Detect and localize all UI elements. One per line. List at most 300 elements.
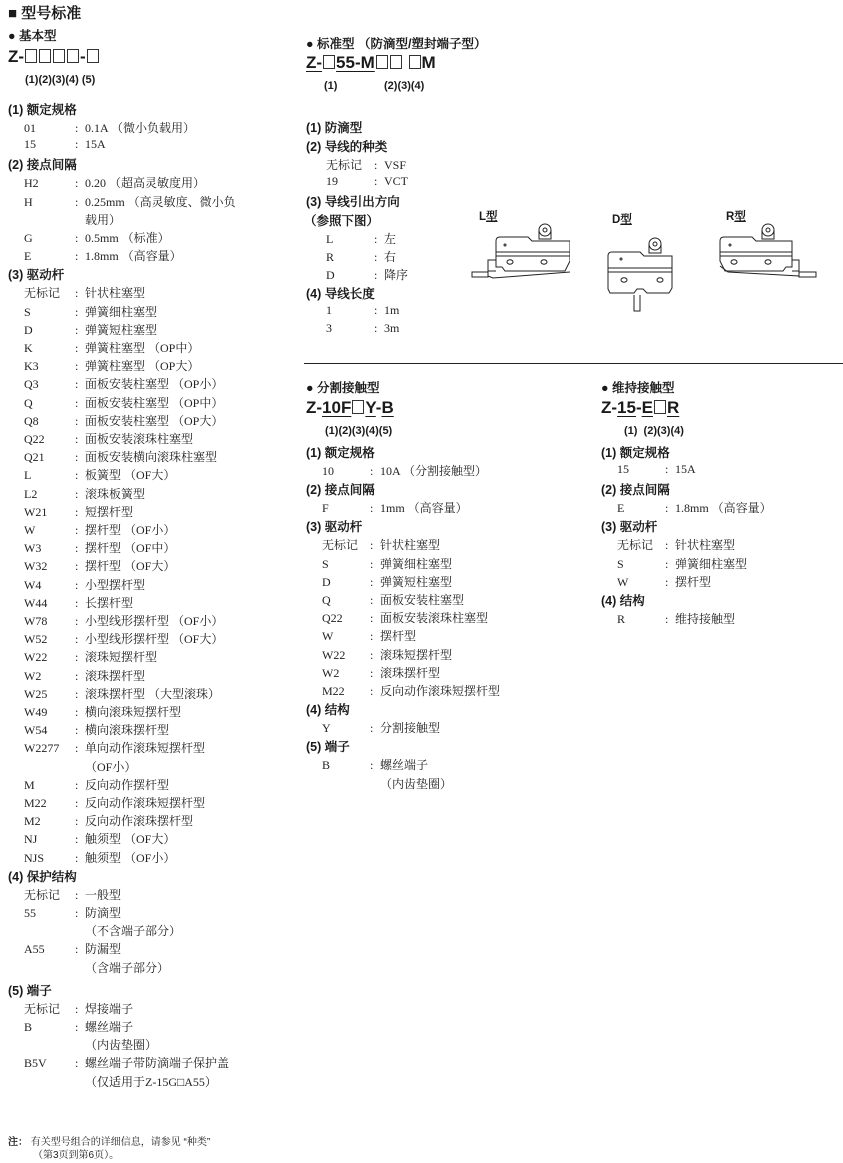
spec-description: 10A （分割接触型） [380,464,488,478]
placeholder-box-3 [352,400,364,414]
spec-description: 小型线形摆杆型 （OF小） [85,614,224,628]
spec-description: VCT [384,174,408,188]
colon-separator: : [75,523,79,537]
spec-code: W32 [24,559,48,574]
spec-description: 防滴型 [85,906,122,920]
standard-parts-2: (2)(3)(4) [384,80,425,92]
spec-code: W49 [24,705,48,719]
spec-code: W21 [24,504,48,519]
spec-code: 55 [24,906,36,920]
spec-code: G [24,231,33,245]
spec-code: K3 [24,359,39,374]
spec-description: 滚珠短摆杆型 [380,647,453,662]
spec-description: 防漏型 [85,942,122,957]
spec-description: 弹簧细柱塞型 [675,556,748,571]
figure-label-r: R型 [726,211,746,223]
spec-description: 15A [85,137,106,152]
spec-description: 针状柱塞型 [380,538,441,553]
spec-code: Y [322,721,331,736]
split-heading: ● 分割接触型 [306,381,380,395]
spec-description: 面板安装滚珠柱塞型 [85,432,194,446]
colon-separator: : [75,705,79,719]
spec-description: 单向动作滚珠短摆杆型 [85,741,206,756]
colon-separator: : [75,741,79,756]
spec-code: M22 [24,796,47,810]
spec-code: 01 [24,121,36,135]
spec-row [326,156,406,173]
spec-row [24,229,170,246]
spec-row [24,739,205,756]
spec-description-continued: （OF小） [85,759,137,774]
colon-separator: : [665,556,669,571]
spec-row [24,794,205,811]
colon-separator: : [75,814,79,829]
colon-separator: : [75,796,79,810]
spec-row [326,303,399,318]
colon-separator: : [370,556,374,571]
switch-l-type-icon [470,222,570,288]
spec-description: 焊接端子 [85,1001,134,1016]
spec-code: M2 [24,814,41,829]
spec-code: R [617,612,626,626]
spec-code: Q21 [24,450,45,465]
section-title: (5) 端子 [306,740,350,755]
colon-separator: : [374,174,378,188]
section-title: (3) 驱动杆 [601,520,658,535]
spec-description: 小型摆杆型 [85,577,146,592]
colon-separator: : [75,832,79,847]
spec-description: 小型线形摆杆型 （OF大） [85,632,224,647]
spec-description: 针状柱塞型 [85,286,146,301]
model-part-4: Y [365,398,376,417]
colon-separator: : [370,464,374,478]
spec-description: 右 [384,250,397,264]
colon-separator: : [75,231,79,245]
spec-description: 针状柱塞型 [675,538,736,553]
spec-description: 面板安装横向滚珠柱塞型 [85,450,218,465]
spec-code: B [24,1020,33,1034]
colon-separator: : [75,632,79,647]
spec-code: H2 [24,176,39,191]
colon-separator: : [75,450,79,465]
maintained-parts-label: (1) (2)(3)(4) [624,425,684,437]
placeholder-box-1 [25,49,37,63]
colon-separator: : [665,538,669,553]
spec-code: W2 [24,668,42,683]
spec-row [24,137,106,152]
colon-separator: : [75,504,79,519]
colon-separator: : [75,559,79,574]
colon-separator: : [370,611,374,626]
switch-d-type-icon [604,228,676,314]
placeholder-box-4 [409,55,421,69]
spec-description: 触须型 （OF大） [85,832,176,847]
spec-row [24,776,169,793]
colon-separator: : [75,650,79,665]
colon-separator: : [75,1001,79,1016]
placeholder-box-3 [53,49,65,63]
spec-description: 滚珠摆杆型 [380,665,441,680]
colon-separator: : [665,574,669,589]
spec-row [617,462,696,477]
figure-label-d: D型 [612,214,632,226]
placeholder-box-3 [390,55,402,69]
colon-separator: : [75,395,79,410]
spec-description: 螺丝端子带防滴端子保护盖 [85,1056,230,1071]
spec-row [24,1054,229,1071]
colon-separator: : [75,249,79,264]
spec-code: D [326,268,335,282]
maintained-heading: ● 维持接触型 [601,381,675,395]
colon-separator: : [374,303,378,317]
colon-separator: : [370,665,374,680]
basic-heading: ● 基本型 [8,29,57,43]
spec-description: 弹簧细柱塞型 [380,556,453,571]
spec-row [24,357,199,374]
spec-row [24,303,157,320]
placeholder-box-5 [87,49,99,63]
spec-description: 一般型 [85,887,122,902]
spec-row [322,573,452,590]
spec-description: 反向动作滚珠短摆杆型 [85,796,206,810]
spec-description: 降序 [384,268,409,282]
split-model-code [306,398,394,418]
colon-separator: : [75,432,79,446]
section-title: (4) 保护结构 [8,869,77,884]
spec-description: 滚珠板簧型 [85,486,146,501]
spec-row [24,812,193,829]
spec-code: D [322,574,331,589]
section-title: (2) 接点间隔 [601,483,670,498]
spec-description: 面板安装柱塞型 [380,593,465,607]
spec-row [24,375,223,392]
spec-code: 无标记 [326,158,363,172]
section-title: (3) 导线引出方向 [306,195,400,209]
model-part-2: E [641,398,653,417]
model-prefix: Z- [306,53,323,72]
spec-row [326,230,396,247]
spec-row [24,394,223,411]
spec-description-continued: （仅适用于Z-15G□A55） [85,1074,217,1089]
colon-separator: : [370,684,374,698]
colon-separator: : [75,304,79,319]
section-title: (2) 接点间隔 [306,483,375,498]
spec-code: Q22 [24,432,45,446]
colon-separator: : [374,158,378,172]
spec-description-continued: （不含端子部分） [85,924,182,939]
model-prefix: Z- [601,398,618,417]
spec-row [24,886,121,903]
switch-r-type-icon [718,222,818,288]
colon-separator: : [75,906,79,920]
spec-code: S [617,556,624,571]
spec-code: W4 [24,577,42,592]
section-title: (2) 导线的种类 [306,140,388,154]
colon-separator: : [374,250,378,264]
spec-row [24,539,175,556]
colon-separator: : [75,777,79,792]
spec-code: Q3 [24,377,39,392]
spec-row [322,555,452,572]
model-mid: 55-M [336,53,375,72]
section-title: (4) 结构 [601,594,645,608]
spec-description: 0.20 （超高灵敏度用） [85,176,206,191]
spec-description: 反向动作摆杆型 [85,777,170,792]
placeholder-box-2 [39,49,51,63]
spec-code: S [24,304,31,319]
section-title: (3) 驱动杆 [306,520,363,535]
colon-separator: : [75,413,79,428]
spec-code: W78 [24,614,48,628]
spec-description: 面板安装柱塞型 （OP大） [85,413,224,428]
model-part-4: R [666,398,680,417]
spec-row [24,503,133,520]
colon-separator: : [374,232,378,246]
spec-row [24,940,121,957]
note-line-1: 有关型号组合的详细信息，请参见 “种类” [30,1137,211,1148]
spec-row [617,499,772,516]
colon-separator: : [75,595,79,610]
spec-code: B [322,758,331,773]
spec-description: 长摆杆型 [85,595,134,610]
colon-separator: : [75,359,79,374]
spec-code: 无标记 [617,538,654,553]
spec-code: E [24,249,32,264]
spec-row [24,557,175,574]
spec-description: 板簧型 （OF大） [85,468,176,483]
spec-row [322,646,452,663]
spec-description: 弹簧细柱塞型 [85,304,158,319]
colon-separator: : [370,647,374,662]
spec-description-continued: （含端子部分） [85,960,170,975]
spec-description: 1.8mm （高容量） [675,501,772,516]
spec-row [24,594,133,611]
spec-row [326,266,408,283]
spec-code: W22 [24,650,48,665]
spec-row [24,830,175,847]
spec-description: 3m [384,321,400,335]
spec-description: 弹簧柱塞型 （OP大） [85,359,200,374]
colon-separator: : [75,322,79,337]
spec-row [24,612,223,629]
colon-separator: : [370,758,374,773]
spec-description: 面板安装柱塞型 （OP小） [85,377,224,392]
figure-label-l: L型 [479,211,498,223]
spec-code: 1 [326,303,332,317]
spec-code: NJ [24,832,38,847]
standard-heading: ● 标准型 （防滴型/塑封端子型） [306,37,487,51]
spec-description-continued: （内齿垫圈） [85,1038,158,1053]
section-title: (5) 端子 [8,983,52,998]
colon-separator: : [370,538,374,553]
spec-code: W2277 [24,741,60,756]
spec-description-continued: 载用） [85,212,122,227]
basic-model-code [8,47,100,67]
spec-row [24,648,157,665]
model-prefix: Z- [306,398,323,417]
spec-row [24,667,145,684]
colon-separator: : [370,574,374,589]
spec-row [322,756,428,773]
colon-separator: : [374,268,378,282]
spec-description: 短摆杆型 [85,504,134,519]
spec-description: 滚珠摆杆型 （大型滚珠） [85,686,221,701]
spec-description: 横向滚珠短摆杆型 [85,705,182,719]
spec-description: 弹簧短柱塞型 [380,574,453,589]
section-title: (1) 额定规格 [306,446,375,460]
spec-code: D [24,322,33,337]
spec-description: VSF [384,158,407,172]
model-part-2: F [340,398,352,417]
spec-code: W22 [322,647,346,662]
spec-code: W2 [322,665,340,680]
colon-separator: : [75,468,79,483]
spec-description: 0.1A （微小负载用） [85,121,196,135]
spec-description: 螺丝端子 [380,758,429,773]
section-title: (3) 驱动杆 [8,268,65,283]
spec-row [326,248,396,265]
spec-code: W25 [24,686,48,701]
spec-description: 面板安装滚珠柱塞型 [380,611,489,626]
spec-row [24,685,220,702]
colon-separator: : [374,321,378,335]
spec-code: F [322,501,329,516]
colon-separator: : [75,942,79,957]
spec-description: 面板安装柱塞型 （OP中） [85,395,224,410]
spec-code: W54 [24,723,48,738]
spec-description: 0.5mm （标准） [85,231,170,245]
standard-model-code [306,53,436,73]
spec-code: W [617,574,629,589]
colon-separator: : [665,501,669,516]
model-prefix: Z- [8,47,25,66]
standard-parts-1: (1) [324,80,338,92]
spec-row [322,682,500,699]
spec-row [24,721,169,738]
colon-separator: : [370,721,374,736]
section-title: (1) 防滴型 [306,121,363,135]
section-divider [304,363,843,364]
spec-code: Q22 [322,611,343,626]
colon-separator: : [75,341,79,355]
colon-separator: : [75,486,79,501]
colon-separator: : [75,577,79,592]
colon-separator: : [75,1020,79,1034]
colon-separator: : [75,614,79,628]
note-label: 注： [8,1137,28,1148]
spec-row [326,321,399,336]
spec-row [24,448,217,465]
spec-description: 1.8mm （高容量） [85,249,182,264]
spec-code: W [322,629,334,644]
spec-row [24,466,175,483]
spec-code: W [24,523,36,537]
section-title: (4) 导线长度 [306,287,375,301]
spec-code: W52 [24,632,48,647]
colon-separator: : [370,593,374,607]
colon-separator: : [75,377,79,392]
spec-code: 15 [24,137,36,152]
spec-row [24,339,199,356]
spec-row [617,536,735,553]
spec-row [322,591,464,608]
colon-separator: : [75,1056,79,1071]
spec-row [24,430,193,447]
spec-code: M22 [322,684,345,698]
spec-code: Q [24,395,33,410]
spec-description: 左 [384,232,397,246]
spec-code: A55 [24,942,45,957]
spec-description: 摆杆型 （OF大） [85,559,176,574]
spec-description-continued: （内齿垫圈） [380,776,453,791]
spec-code: L2 [24,486,38,501]
spec-description: 1mm （高容量） [380,501,468,516]
spec-row [322,627,416,644]
spec-code: W44 [24,595,48,610]
colon-separator: : [665,612,669,626]
spec-description: 螺丝端子 [85,1020,134,1034]
model-separator: - [635,398,642,417]
spec-row [617,555,747,572]
spec-row [24,703,181,720]
colon-separator: : [665,462,669,476]
spec-code: M [24,777,35,792]
spec-code: 19 [326,174,338,188]
spec-description: 弹簧短柱塞型 [85,322,158,337]
spec-description: 摆杆型 [675,574,712,589]
section-title-continued: （参照下图） [304,214,380,228]
spec-row [24,1018,133,1035]
spec-row [322,719,440,736]
spec-row [24,247,182,264]
spec-row [24,576,145,593]
spec-row [24,412,223,429]
model-suffix: M [421,53,436,72]
colon-separator: : [75,887,79,902]
split-parts-label: (1)(2)(3)(4)(5) [325,425,393,437]
spec-row [24,630,223,647]
model-part-5: B [381,398,394,417]
spec-code: 3 [326,321,332,335]
spec-description: 摆杆型 [380,629,417,644]
spec-code: 无标记 [24,1001,61,1016]
colon-separator: : [75,541,79,556]
colon-separator: : [75,850,79,865]
spec-code: L [326,232,334,246]
spec-code: Q8 [24,413,39,428]
model-separator: - [375,398,382,417]
page-title: ■ 型号标准 [8,5,82,22]
colon-separator: : [75,121,79,135]
spec-code: 无标记 [24,887,61,902]
colon-separator: : [75,286,79,301]
spec-row [322,462,487,479]
basic-parts-label: (1)(2)(3)(4) (5) [25,74,96,86]
spec-code: 无标记 [24,286,61,301]
colon-separator: : [75,194,79,209]
spec-code: B5V [24,1056,47,1071]
footnote-line-2: （第3页到第6页）。 [33,1150,120,1161]
spec-row [24,485,145,502]
spec-row [322,536,440,553]
spec-description: 摆杆型 （OF小） [85,523,176,537]
spec-row [322,664,440,681]
spec-code: K [24,341,33,355]
spec-code: NJS [24,850,45,865]
spec-row [24,1000,133,1017]
spec-row [322,499,468,516]
spec-description: 横向滚珠摆杆型 [85,723,170,738]
